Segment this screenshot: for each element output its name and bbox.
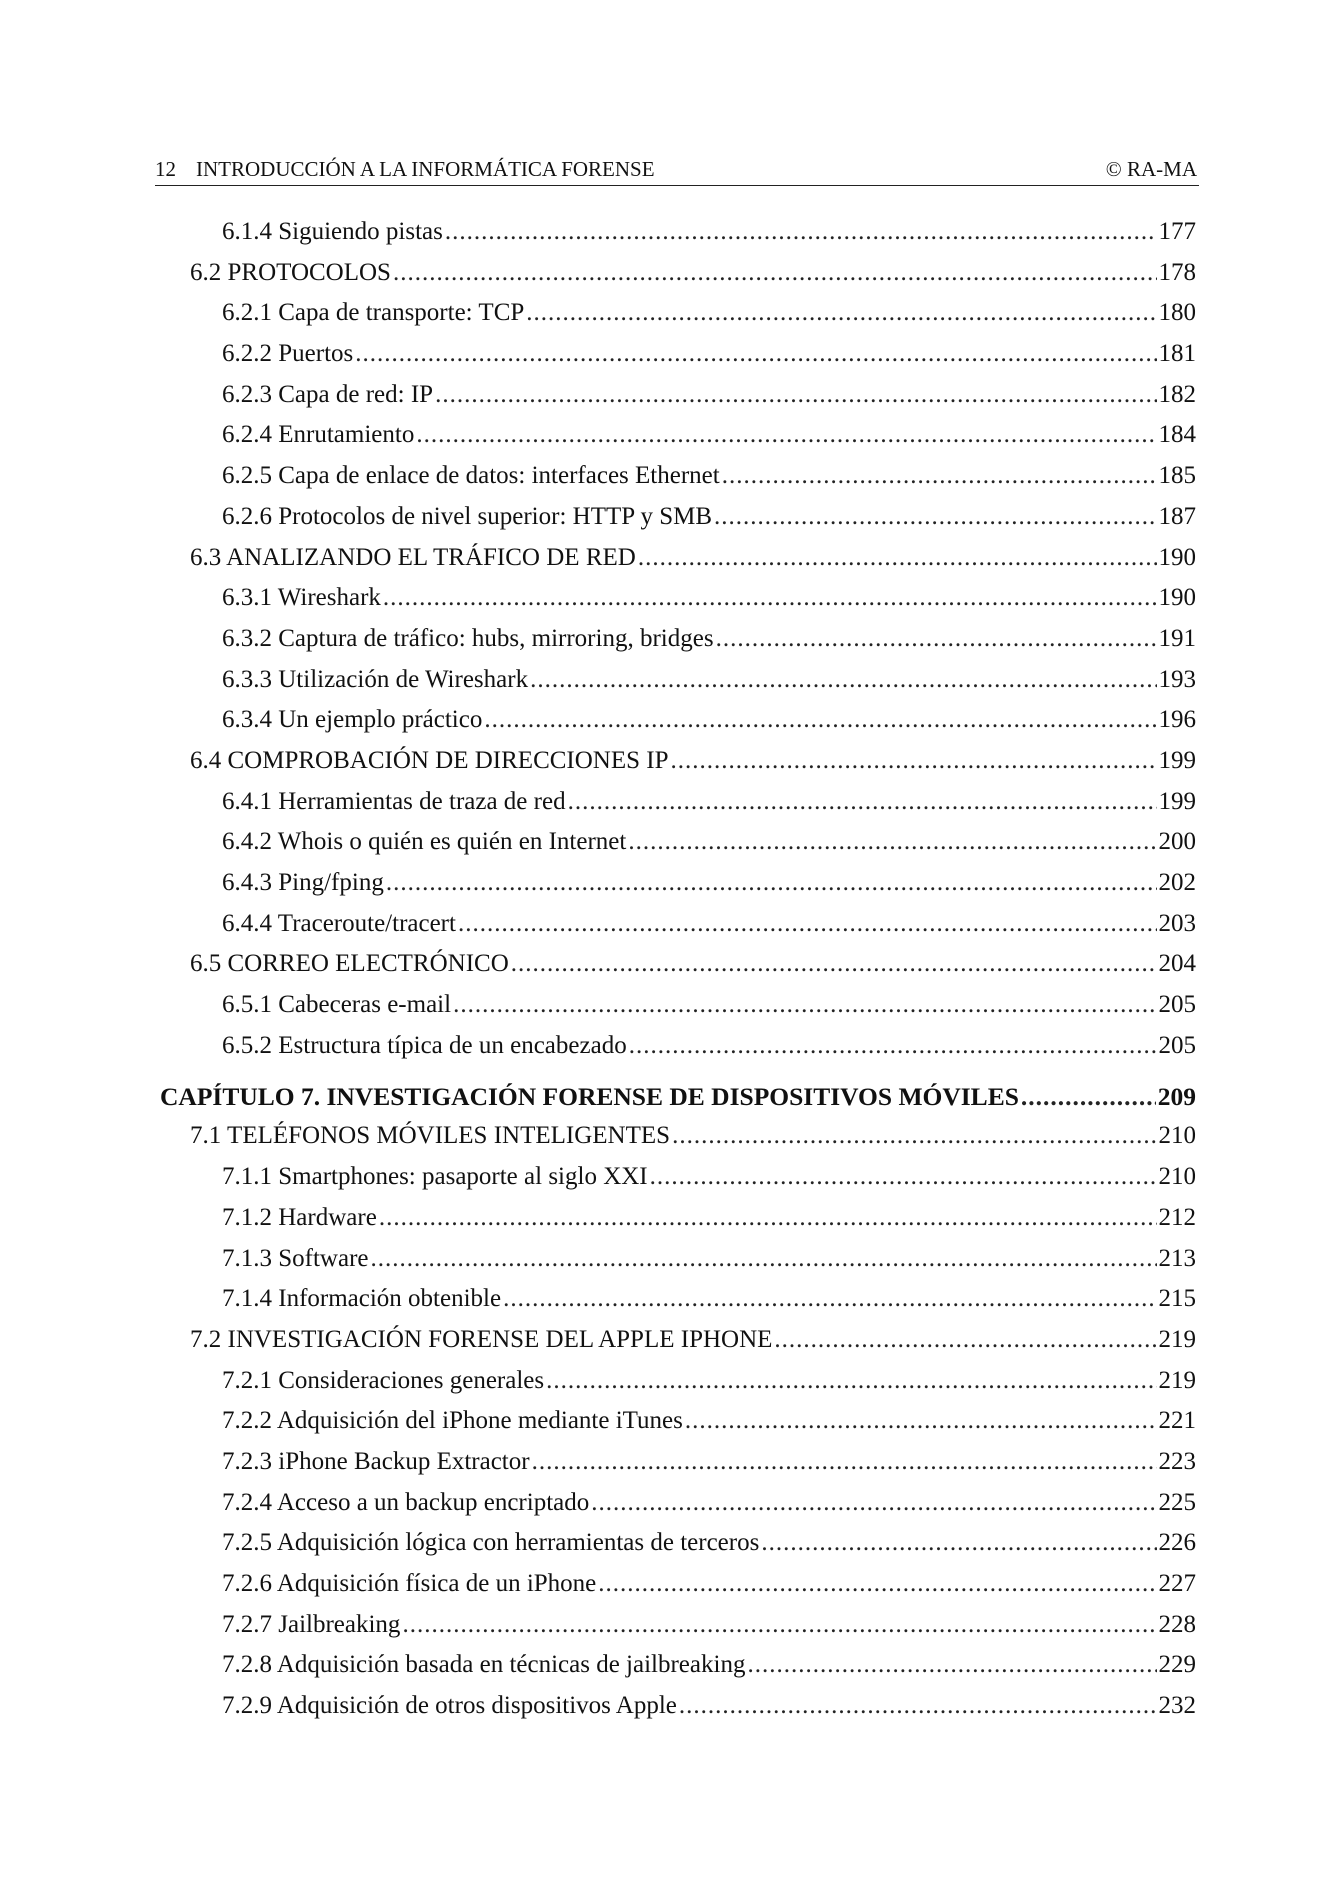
toc-entry-page: 229 (1158, 1651, 1196, 1679)
toc-entry-page: 209 (1157, 1082, 1196, 1112)
toc-entry[interactable] (160, 259, 1196, 300)
toc-entry-label: 6.5.1 Cabeceras e-mail (222, 991, 452, 1019)
dot-leader (526, 299, 1156, 327)
toc-entry-page: 212 (1158, 1203, 1196, 1231)
toc-entry[interactable] (160, 1529, 1196, 1570)
toc-entry-label: 7.1.1 Smartphones: pasaporte al siglo XXI (222, 1163, 648, 1191)
toc-entry[interactable] (160, 1489, 1196, 1530)
toc-entry[interactable] (160, 1122, 1196, 1163)
table-of-contents (160, 218, 1196, 1733)
toc-entry-label: 6.4.2 Whois o quién es quién en Internet (222, 828, 627, 856)
toc-entry-page: 185 (1158, 462, 1196, 490)
dot-leader (638, 544, 1157, 572)
dot-leader (747, 1651, 1156, 1679)
toc-entry[interactable] (160, 299, 1196, 340)
dot-leader (530, 666, 1156, 694)
toc-entry-page: 210 (1158, 1163, 1196, 1191)
toc-entry[interactable] (160, 869, 1196, 910)
dot-leader (435, 381, 1156, 409)
toc-entry[interactable] (160, 1326, 1196, 1367)
toc-entry[interactable] (160, 991, 1196, 1032)
toc-entry[interactable] (160, 1032, 1196, 1073)
book-title: INTRODUCCIÓN A LA INFORMÁTICA FORENSE (196, 157, 655, 181)
dot-leader (650, 1163, 1157, 1191)
toc-entry-label: 6.3.3 Utilización de Wireshark (222, 665, 529, 693)
toc-entry-label: 6.3 ANALIZANDO EL TRÁFICO DE RED (190, 543, 636, 571)
toc-entry-label: 7.2.9 Adquisición de otros dispositivos Apple (222, 1692, 677, 1720)
toc-entry-page: 200 (1158, 828, 1196, 856)
dot-leader (598, 1570, 1156, 1598)
toc-entry-label: 7.2.5 Adquisición lógica con herramientas de terceros (222, 1529, 760, 1557)
toc-entry[interactable] (160, 1692, 1196, 1733)
toc-entry-label: 7.1 TELÉFONOS MÓVILES INTELIGENTES (190, 1122, 671, 1150)
dot-leader (774, 1326, 1156, 1354)
toc-entry-page: 221 (1158, 1407, 1196, 1435)
toc-entry-page: 180 (1158, 299, 1196, 327)
dot-leader (453, 991, 1156, 1019)
toc-entry-label: 6.4.1 Herramientas de traza de red (222, 787, 566, 815)
toc-entry-label: 7.1.2 Hardware (222, 1203, 377, 1231)
toc-entry[interactable] (160, 1651, 1196, 1692)
toc-entry[interactable] (160, 666, 1196, 707)
dot-leader (379, 1204, 1157, 1232)
toc-entry-page: 205 (1158, 991, 1196, 1019)
toc-entry-label: 6.2.2 Puertos (222, 340, 354, 368)
toc-entry-page: 225 (1158, 1488, 1196, 1516)
dot-leader (716, 625, 1157, 653)
toc-entry[interactable] (160, 1163, 1196, 1204)
toc-entry-page: 199 (1158, 746, 1196, 774)
toc-entry-label: 7.2.4 Acceso a un backup encriptado (222, 1488, 590, 1516)
dot-leader (371, 1245, 1157, 1273)
toc-entry-page: 228 (1158, 1610, 1196, 1638)
running-header (155, 157, 1199, 186)
toc-entry-label: 6.3.4 Un ejemplo práctico (222, 706, 483, 734)
toc-entry-page: 232 (1158, 1692, 1196, 1720)
header-left (155, 157, 655, 182)
dot-leader (503, 1285, 1156, 1313)
toc-entry-label: 7.2.6 Adquisición física de un iPhone (222, 1570, 597, 1597)
toc-entry[interactable] (160, 381, 1196, 422)
toc-entry-label: 6.4.3 Ping/fping (222, 869, 384, 896)
dot-leader (546, 1367, 1156, 1395)
dot-leader (386, 869, 1157, 897)
toc-entry-label: 7.2.8 Adquisición basada en técnicas de jailbreaking (222, 1651, 746, 1679)
toc-entry[interactable] (160, 1407, 1196, 1448)
toc-entry[interactable] (160, 1570, 1196, 1611)
dot-leader (532, 1448, 1157, 1476)
toc-entry[interactable] (160, 625, 1196, 666)
toc-entry-label: 6.2 PROTOCOLOS (190, 258, 391, 286)
dot-leader (484, 706, 1156, 734)
dot-leader (402, 1611, 1156, 1639)
dot-leader (722, 462, 1157, 490)
dot-leader (511, 950, 1157, 978)
toc-entry[interactable] (160, 503, 1196, 544)
toc-entry[interactable] (160, 828, 1196, 869)
toc-entry-label: 6.1.4 Siguiendo pistas (222, 218, 443, 245)
toc-entry-label: 6.2.3 Capa de red: IP (222, 380, 434, 408)
toc-entry-page: 227 (1158, 1570, 1196, 1597)
dot-leader (714, 503, 1156, 531)
toc-entry-page: 191 (1158, 624, 1196, 652)
toc-entry-label: 6.5 CORREO ELECTRÓNICO (190, 950, 509, 978)
toc-entry-page: 213 (1158, 1244, 1196, 1272)
toc-entry-page: 219 (1158, 1325, 1196, 1353)
toc-entry[interactable] (160, 1204, 1196, 1245)
toc-entry-page: 182 (1158, 380, 1196, 408)
toc-entry-label: 6.3.2 Captura de tráfico: hubs, mirroring, bridges (222, 624, 714, 652)
dot-leader (591, 1489, 1156, 1517)
toc-entry-label: 6.3.1 Wireshark (222, 584, 381, 612)
toc-entry-page: 187 (1158, 502, 1196, 530)
toc-entry[interactable] (160, 1448, 1196, 1489)
dot-leader (629, 1032, 1157, 1060)
toc-entry-page: 181 (1158, 340, 1196, 368)
toc-entry-page: 184 (1158, 421, 1196, 449)
toc-entry-label: 7.1.4 Información obtenible (222, 1285, 502, 1313)
toc-entry-label: 6.2.1 Capa de transporte: TCP (222, 299, 525, 327)
toc-entry[interactable] (160, 706, 1196, 747)
toc-entry[interactable] (160, 1367, 1196, 1408)
toc-entry-page: 210 (1158, 1122, 1196, 1150)
toc-entry-page: 177 (1158, 218, 1196, 245)
toc-entry[interactable] (160, 788, 1196, 829)
toc-entry[interactable] (160, 340, 1196, 381)
toc-entry[interactable] (160, 1285, 1196, 1326)
dot-leader (685, 1407, 1157, 1435)
toc-entry-label: 7.2.1 Consideraciones generales (222, 1366, 545, 1394)
dot-leader (393, 259, 1157, 287)
toc-entry[interactable] (160, 218, 1196, 259)
toc-entry-page: 193 (1158, 665, 1196, 693)
toc-entry-page: 205 (1158, 1031, 1196, 1059)
toc-entry-label: 7.2.2 Adquisición del iPhone mediante iTunes (222, 1407, 683, 1435)
toc-entry-label: 6.2.5 Capa de enlace de datos: interfaces Ethernet (222, 462, 720, 490)
toc-entry-label: 6.2.6 Protocolos de nivel superior: HTTP y SMB (222, 502, 713, 530)
toc-entry-label: 6.5.2 Estructura típica de un encabezado (222, 1031, 627, 1059)
toc-entry-page: 215 (1158, 1285, 1196, 1313)
toc-entry-page: 202 (1158, 869, 1196, 896)
toc-entry-page: 223 (1158, 1447, 1196, 1475)
toc-entry[interactable] (160, 584, 1196, 625)
toc-entry-page: 203 (1158, 909, 1196, 937)
toc-entry-label: 7.2 INVESTIGACIÓN FORENSE DEL APPLE IPHONE (190, 1325, 773, 1353)
toc-entry[interactable] (160, 421, 1196, 462)
toc-entry[interactable] (160, 1611, 1196, 1652)
toc-entry-label: 6.4 COMPROBACIÓN DE DIRECCIONES IP (190, 746, 669, 774)
toc-chapter-entry[interactable] (160, 1082, 1196, 1122)
dot-leader (671, 747, 1157, 775)
toc-entry-page: 190 (1158, 543, 1196, 571)
dot-leader (628, 828, 1156, 856)
dot-leader (1021, 1082, 1156, 1112)
toc-entry-page: 178 (1158, 258, 1196, 286)
dot-leader (355, 340, 1156, 368)
publisher-mark: © RA-MA (1105, 157, 1197, 181)
dot-leader (679, 1692, 1157, 1720)
dot-leader (672, 1122, 1156, 1150)
toc-entry-page: 199 (1158, 787, 1196, 815)
page-number: 12 (155, 157, 176, 181)
dot-leader (761, 1529, 1156, 1557)
toc-entry-page: 204 (1158, 950, 1196, 978)
toc-entry-page: 196 (1158, 706, 1196, 734)
toc-entry-page: 190 (1158, 584, 1196, 612)
toc-entry-label: 6.2.4 Enrutamiento (222, 421, 415, 449)
dot-leader (445, 218, 1157, 246)
dot-leader (416, 421, 1156, 449)
toc-entry-label: 7.2.3 iPhone Backup Extractor (222, 1447, 530, 1475)
toc-entry[interactable] (160, 1245, 1196, 1286)
toc-entry[interactable] (160, 910, 1196, 951)
dot-leader (383, 584, 1157, 612)
toc-entry-label: 7.1.3 Software (222, 1244, 369, 1272)
toc-entry[interactable] (160, 462, 1196, 503)
toc-entry-label: 7.2.7 Jailbreaking (222, 1610, 401, 1638)
toc-entry[interactable] (160, 950, 1196, 991)
toc-entry-page: 226 (1158, 1529, 1196, 1557)
toc-entry-label: 6.4.4 Traceroute/tracert (222, 909, 456, 937)
toc-entry[interactable] (160, 544, 1196, 585)
toc-entry[interactable] (160, 747, 1196, 788)
dot-leader (568, 788, 1157, 816)
dot-leader (458, 910, 1157, 938)
toc-entry-page: 219 (1158, 1366, 1196, 1394)
toc-entry-label: CAPÍTULO 7. INVESTIGACIÓN FORENSE DE DISPOSITIVOS MÓVILES (160, 1082, 1019, 1112)
